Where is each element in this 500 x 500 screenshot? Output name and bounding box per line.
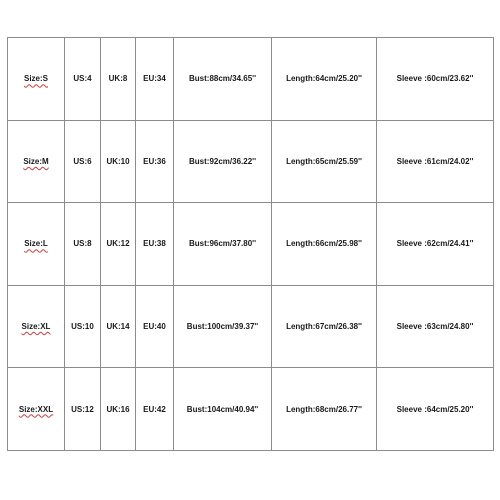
uk-size-cell: UK:16 [101,368,136,451]
length-cell: Length:66cm/25.98'' [272,203,377,286]
size-cell [8,368,65,451]
size-label: Size:M [23,156,49,166]
sleeve-cell: Sleeve :61cm/24.02'' [377,120,494,203]
size-label: Size:S [23,74,48,84]
us-size-cell: US:6 [65,120,101,203]
table-row [8,285,494,368]
eu-size-cell: EU:40 [136,285,174,368]
eu-size-cell: EU:42 [136,368,174,451]
length-cell: Length:68cm/26.77'' [272,368,377,451]
uk-size-cell: UK:14 [101,285,136,368]
uk-size-cell: UK:12 [101,203,136,286]
size-cell [8,285,65,368]
size-label: Size:XXL [18,404,54,414]
bust-cell: Bust:88cm/34.65'' [174,38,272,121]
size-cell [8,120,65,203]
length-cell: Length:67cm/26.38'' [272,285,377,368]
sleeve-cell: Sleeve :60cm/23.62'' [377,38,494,121]
bust-cell: Bust:96cm/37.80'' [174,203,272,286]
bust-cell: Bust:92cm/36.22'' [174,120,272,203]
size-label: Size:L [24,239,48,249]
sleeve-cell: Sleeve :64cm/25.20'' [377,368,494,451]
bust-cell: Bust:100cm/39.37'' [174,285,272,368]
eu-size-cell: EU:34 [136,38,174,121]
bust-cell: Bust:104cm/40.94'' [174,368,272,451]
sleeve-cell: Sleeve :62cm/24.41'' [377,203,494,286]
size-chart-body [8,38,494,451]
us-size-cell: US:8 [65,203,101,286]
table-row [8,203,494,286]
table-row [8,120,494,203]
uk-size-cell: UK:10 [101,120,136,203]
size-cell [8,203,65,286]
table-row [8,38,494,121]
length-cell: Length:65cm/25.59'' [272,120,377,203]
us-size-cell: US:4 [65,38,101,121]
eu-size-cell: EU:38 [136,203,174,286]
uk-size-cell: UK:8 [101,38,136,121]
table-row [8,368,494,451]
us-size-cell: US:10 [65,285,101,368]
sleeve-cell: Sleeve :63cm/24.80'' [377,285,494,368]
us-size-cell: US:12 [65,368,101,451]
size-cell [8,38,65,121]
eu-size-cell: EU:36 [136,120,174,203]
size-chart-table [7,37,494,451]
size-label: Size:XL [21,322,51,332]
length-cell: Length:64cm/25.20'' [272,38,377,121]
